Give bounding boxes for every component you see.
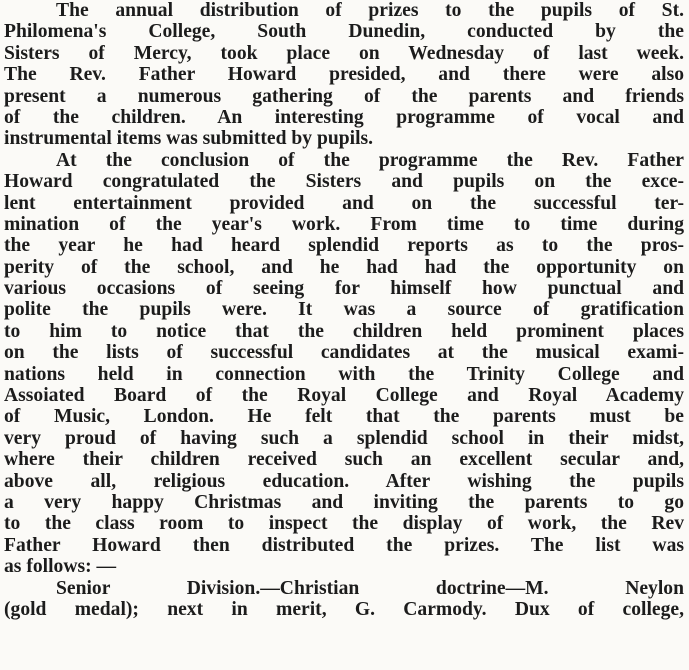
- text-line: polite the pupils were. It was a source of gratification: [4, 299, 684, 321]
- text-line: The annual distribution of prizes to the pupils of St.: [56, 0, 684, 21]
- text-line: above all, religious education. After wishing the pupils: [4, 470, 684, 492]
- text-line: the year he had heard splendid reports as to the pros-: [4, 235, 684, 257]
- text-line: where their children received such an excellent secular and,: [4, 449, 684, 471]
- text-line: At the conclusion of the programme the Rev. Father: [56, 149, 684, 171]
- paragraph-prize-distribution: [4, 0, 684, 150]
- text-line: Father Howard then distributed the prizes. The list was: [4, 534, 684, 556]
- paragraph-senior-division: [4, 578, 684, 621]
- text-line: present a numerous gathering of the parents and friends: [4, 85, 684, 107]
- text-line: Philomena's College, South Dunedin, conducted by the: [4, 21, 684, 43]
- text-line: a very happy Christmas and inviting the parents to go: [4, 491, 684, 513]
- text-line: very proud of having such a splendid school in their midst,: [4, 427, 684, 449]
- text-line: Senior Division.—Christian doctrine—M. Neylon: [56, 577, 684, 599]
- paragraph-father-howard-address: [4, 150, 684, 578]
- text-line: The Rev. Father Howard presided, and there were also: [4, 64, 684, 86]
- text-line: instrumental items was submitted by pupils.: [4, 128, 374, 150]
- text-line: lent entertainment provided and on the successful ter-: [4, 192, 684, 214]
- text-line: Howard congratulated the Sisters and pupils on the exce-: [4, 171, 684, 193]
- text-line: of the children. An interesting programme of vocal and: [4, 106, 684, 128]
- text-line: to him to notice that the children held prominent places: [4, 320, 684, 342]
- text-line: on the lists of successful candidates at the musical exami-: [4, 342, 684, 364]
- text-line: Assoiated Board of the Royal College and Royal Academy: [4, 385, 684, 407]
- text-line: to the class room to inspect the display of work, the Rev: [4, 513, 684, 535]
- text-line: of Music, London. He felt that the parents must be: [4, 406, 684, 428]
- text-line: as follows: —: [4, 556, 117, 578]
- article-column: [4, 0, 684, 620]
- text-line: various occasions of seeing for himself how punctual and: [4, 278, 684, 300]
- text-line: Sisters of Mercy, took place on Wednesday of last week.: [4, 42, 684, 64]
- text-line: (gold medal); next in merit, G. Carmody. Dux of college,: [4, 598, 684, 620]
- text-line: perity of the school, and he had had the opportunity on: [4, 256, 684, 278]
- text-line: nations held in connection with the Trinity College and: [4, 363, 684, 385]
- text-line: mination of the year's work. From time to time during: [4, 213, 684, 235]
